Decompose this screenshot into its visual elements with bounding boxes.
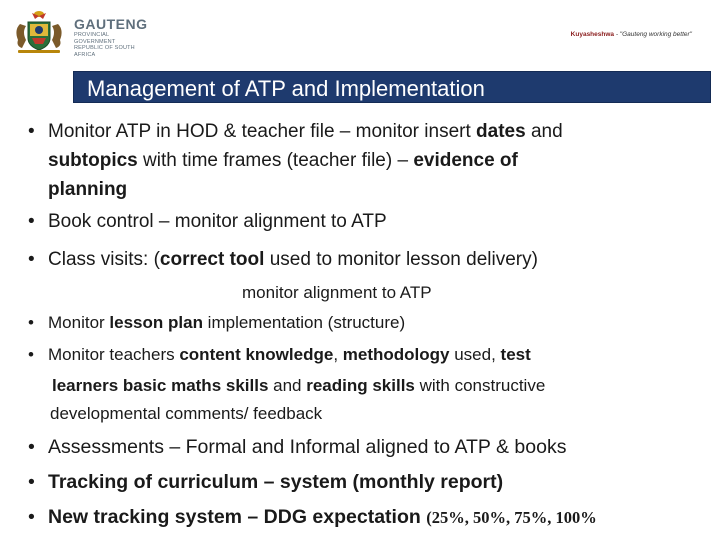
text-bold: New tracking system – DDG expectation [48,506,427,528]
text: and [525,121,563,142]
text-bold: methodology [342,345,450,364]
text-bold: subtopics [48,150,138,171]
list-item-line: Assessments – Formal and Informal aligned to ATP & books [48,436,567,458]
list-item-line: Tracking of curriculum – system (monthly report) [48,471,504,493]
text: Monitor ATP in HOD & teacher file – monitor insert [48,121,477,142]
slogan-bold: Kuyasheshwa [570,31,615,38]
text-bold: content knowledge [179,345,334,364]
text-bold: dates [476,121,526,142]
text: Class visits: ( [48,249,160,270]
brand-subtitle-2: REPUBLIC OF SOUTH AFRICA [74,45,135,58]
text-bold: learners basic maths skills [52,376,269,395]
bullet-icon: • [28,121,35,142]
text-bold: lesson plan [109,313,203,332]
list-item-line [48,313,405,333]
list-item-line [48,345,531,365]
bullet-icon: • [28,345,34,364]
text: implementation (structure) [202,313,406,332]
list-item-line: developmental comments/ feedback [50,404,323,423]
brand-subtitle-1: PROVINCIAL GOVERNMENT [74,32,116,45]
text: used to monitor lesson delivery) [264,249,538,270]
bullet-icon: • [28,506,35,528]
text-bold: evidence of [413,150,518,171]
list-item-line [52,376,545,396]
text: Monitor [48,313,110,332]
text: with constructive [414,376,546,395]
text: Monitor teachers [48,345,180,364]
text-bold-serif: (25%, 50%, 75%, 100% [426,508,597,527]
slide-title: Management of ATP and Implementation [87,76,485,101]
bullet-icon: • [28,249,35,270]
list-item-line [48,249,538,271]
text: used, [449,345,501,364]
list-item-line: planning [48,179,128,200]
bullet-icon: • [28,313,34,332]
text: with time frames (teacher file) – [137,150,414,171]
list-item-line [48,121,563,143]
brand-name: GAUTENG [74,16,148,32]
bullet-icon: • [28,471,35,493]
text: and [268,376,307,395]
bullet-icon: • [28,436,35,458]
text-bold: test [500,345,531,364]
text-bold: correct tool [159,249,265,270]
list-item-line [48,150,518,172]
bullet-icon: • [28,211,35,232]
text: , [333,345,343,364]
slogan-text: - "Gauteng working better" [614,31,692,38]
list-item-line: Book control – monitor alignment to ATP [48,211,387,232]
text-bold: reading skills [306,376,415,395]
list-item-line: monitor alignment to ATP [242,283,432,302]
list-item-line [48,506,597,529]
